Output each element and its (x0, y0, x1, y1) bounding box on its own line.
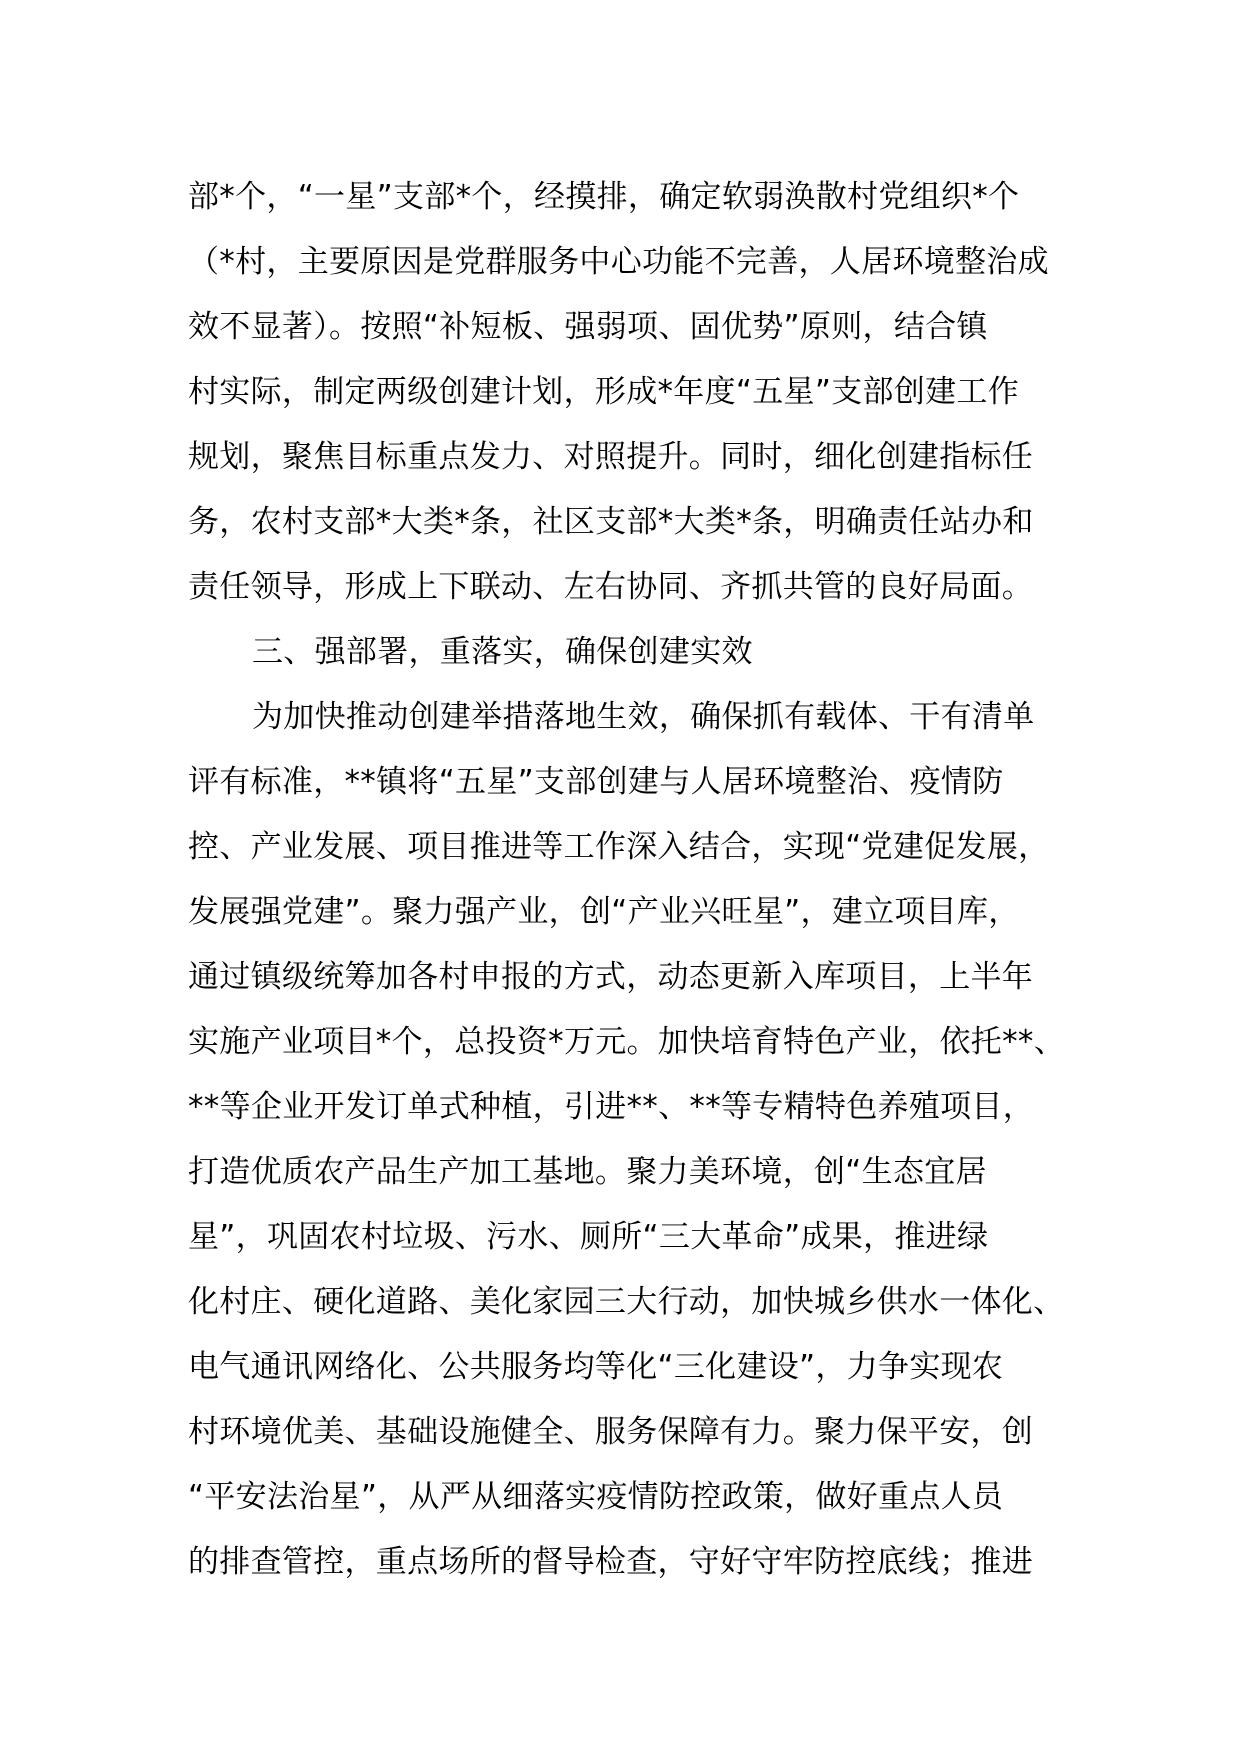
text-line: “平安法治星”，从严从细落实疫情防控政策，做好重点人员 (188, 1479, 1004, 1515)
text-line: 的排查管控，重点场所的督导检查，守好守牢防控底线；推进 (188, 1544, 1034, 1580)
text-line: **等企业开发订单式种植，引进**、**等专精特色养殖项目， (188, 1089, 1034, 1125)
text-line: 责任领导，形成上下联动、左右协同、齐抓共管的良好局面。 (188, 569, 1034, 605)
text-line: 电气通讯网络化、公共服务均等化“三化建设”，力争实现农 (188, 1349, 1004, 1385)
text-line: 实施产业项目*个，总投资*万元。加快培育特色产业，依托**、 (188, 1024, 1065, 1060)
text-line: 规划，聚焦目标重点发力、对照提升。同时，细化创建指标任 (188, 439, 1034, 475)
text-line: 发展强党建”。聚力强产业，创“产业兴旺星”，建立项目库， (188, 894, 1020, 930)
text-line: 化村庄、硬化道路、美化家园三大行动，加快城乡供水一体化、 (188, 1284, 1065, 1320)
text-line: 通过镇级统筹加各村申报的方式，动态更新入库项目，上半年 (188, 959, 1034, 995)
text-line: 为加快推动创建举措落地生效，确保抓有载体、干有清单 (252, 699, 1035, 735)
text-line: （*村，主要原因是党群服务中心功能不完善，人居环境整治成 (188, 244, 1049, 280)
text-line: 打造优质农产品生产加工基地。聚力美环境，创“生态宜居 (188, 1154, 987, 1190)
text-line: 村环境优美、基础设施健全、服务保障有力。聚力保平安，创 (188, 1414, 1034, 1450)
text-line: 星”，巩固农村垃圾、污水、厕所“三大革命”成果，推进绿 (188, 1219, 989, 1255)
section-heading: 三、强部署，重落实，确保创建实效 (252, 634, 753, 670)
text-line: 评有标准，**镇将“五星”支部创建与人居环境整治、疫情防 (188, 764, 1004, 800)
text-line: 村实际，制定两级创建计划，形成*年度“五星”支部创建工作 (188, 374, 1020, 410)
text-line: 控、产业发展、项目推进等工作深入结合，实现“党建促发展， (188, 829, 1050, 865)
text-line: 效不显著）。按照“补短板、强弱项、固优势”原则，结合镇 (188, 309, 988, 345)
text-line: 部*个，“一星”支部*个，经摸排，确定软弱涣散村党组织*个 (188, 179, 1020, 215)
body-text (188, 165, 1088, 1595)
text-line: 务，农村支部*大类*条，社区支部*大类*条，明确责任站办和 (188, 504, 1034, 540)
